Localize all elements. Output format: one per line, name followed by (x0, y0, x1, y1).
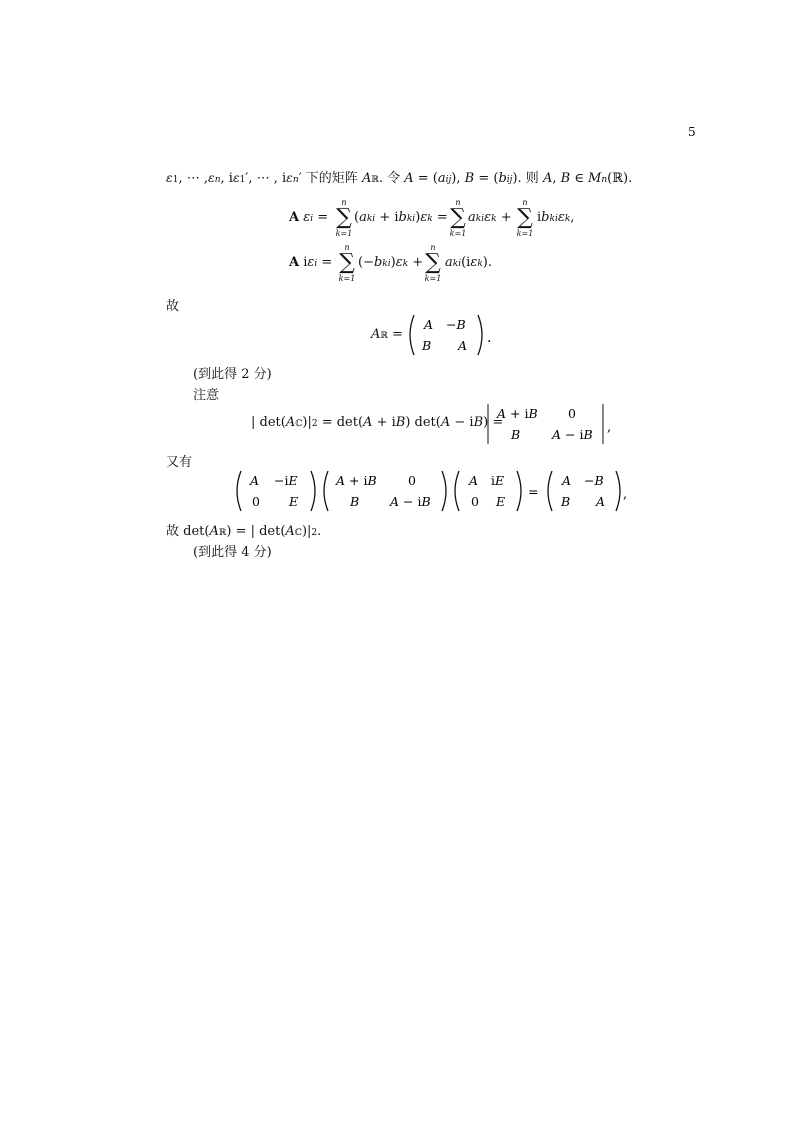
svg-text:A + iB: A + iB (497, 406, 538, 421)
ar-lhs: Aℝ = (371, 327, 403, 342)
svg-text:−B: −B (446, 317, 466, 332)
svg-text:0: 0 (252, 494, 260, 509)
ar-matrix (404, 312, 500, 358)
svg-text:,: , (623, 487, 628, 502)
basis-line: ε1, ⋯ ,εn, iε1′, ⋯ , iεn′ 下的矩阵 Aℝ. 令 A = (aij), B = (bij). 则 A, B ∈ Mn(ℝ). (166, 170, 633, 186)
gu2-text: 故 (166, 524, 180, 539)
equation-1: A εi = (289, 210, 329, 225)
svg-text:.: . (487, 330, 492, 346)
svg-text:A: A (596, 494, 606, 509)
svg-text:0: 0 (408, 473, 416, 488)
svg-text:A − iB: A − iB (552, 427, 593, 442)
svg-text:,: , (607, 420, 612, 435)
sum-2: n ∑ k=1 (449, 198, 467, 238)
svg-text:E: E (289, 494, 299, 509)
svg-text:0: 0 (471, 494, 479, 509)
equation-2: A iεi = (289, 255, 333, 270)
youyou-text: 又有 (166, 455, 193, 470)
svg-text:A + iB: A + iB (336, 473, 377, 488)
score-2: (到此得 4 分) (193, 545, 272, 560)
svg-text:E: E (496, 494, 506, 509)
zhuyi-text: 注意 (193, 388, 220, 403)
svg-text:A: A (469, 473, 479, 488)
svg-text:=: = (528, 484, 539, 499)
svg-text:B: B (561, 494, 571, 509)
conclusion-line: 故 det(Aℝ) = | det(Aℂ)|2. (166, 524, 322, 539)
matrix-product (232, 467, 632, 515)
det-matrix (484, 401, 614, 447)
svg-text:B: B (422, 338, 432, 353)
cn-text-1: 下的矩阵 (305, 171, 358, 186)
svg-text:0: 0 (568, 406, 576, 421)
svg-text:B: B (511, 427, 521, 442)
cn-text-3: 则 (525, 171, 539, 186)
svg-text:−iE: −iE (274, 473, 298, 488)
page-number: 5 (688, 125, 696, 139)
cn-text-2: 令 (387, 171, 401, 186)
svg-text:A: A (562, 473, 572, 488)
gu-text: 故 (166, 299, 180, 314)
svg-text:A: A (250, 473, 260, 488)
svg-text:A: A (458, 338, 468, 353)
svg-text:−B: −B (584, 473, 604, 488)
sum-1: n ∑ k=1 (335, 198, 353, 238)
sum-4: n ∑ k=1 (338, 243, 356, 283)
svg-text:A: A (424, 317, 434, 332)
det-equation: | det(Aℂ)|2 = det(A + iB) det(A − iB) = (251, 415, 504, 430)
svg-text:B: B (350, 494, 360, 509)
svg-text:A − iB: A − iB (390, 494, 431, 509)
sum-3: n ∑ k=1 (516, 198, 534, 238)
svg-text:iE: iE (491, 473, 505, 488)
score-1: (到此得 2 分) (193, 367, 272, 382)
sum-5: n ∑ k=1 (424, 243, 442, 283)
